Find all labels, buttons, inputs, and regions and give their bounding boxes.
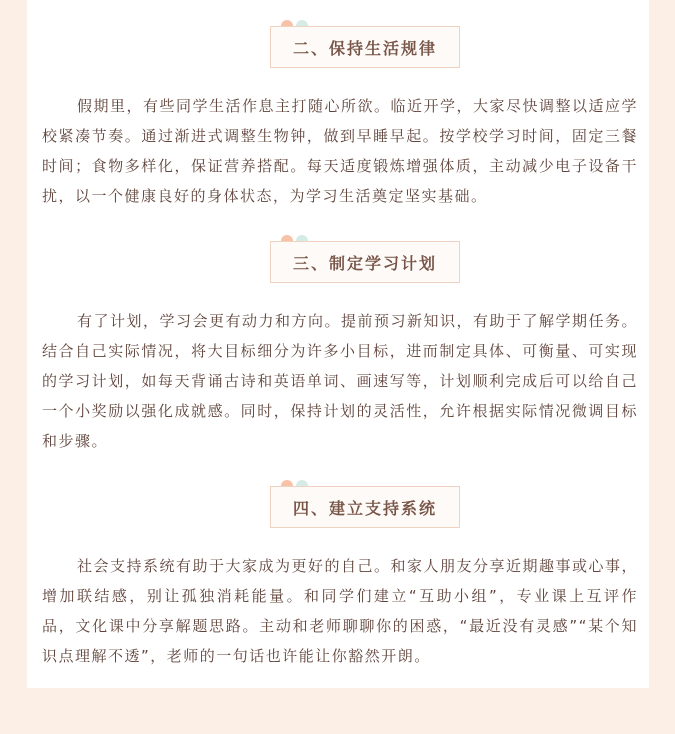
section-heading-plan	[270, 235, 460, 283]
section-paragraph-support: 社会支持系统有助于大家成为更好的自己。和家人朋友分享近期趣事或心事，增加联结感，别让孤独消耗能量。和同学们建立“互助小组”，专业课上互评作品，文化课中分享解题思路。主动和老师聊聊你的困惑，“最近没有灵感”“某个知识点理解不透”，老师的一句话也许能让你豁然开朗。	[42, 557, 639, 665]
section-heading-routine	[270, 20, 460, 68]
section-title: 三、制定学习计划	[292, 253, 437, 273]
section-paragraph-plan: 有了计划，学习会更有动力和方向。提前预习新知识，有助于了解学期任务。结合自己实际情况，将大目标细分为许多小目标，进而制定具体、可衡量、可实现的学习计划，如每天背诵古诗和英语单词、画速写等，计划顺利完成后可以给自己一个小奖励以强化成就感。同时，保持计划的灵活性，允许根据实际情况微调目标和步骤。	[42, 312, 639, 450]
heading-box	[270, 486, 460, 528]
section-title: 二、保持生活规律	[292, 38, 437, 58]
section-title: 四、建立支持系统	[292, 498, 437, 518]
section-paragraph-routine: 假期里，有些同学生活作息主打随心所欲。临近开学，大家尽快调整以适应学校紧凑节奏。通过渐进式调整生物钟，做到早睡早起。按学校学习时间，固定三餐时间；食物多样化，保证营养搭配。每天适度锻炼增强体质，主动减少电子设备干扰，以一个健康良好的身体状态，为学习生活奠定坚实基础。	[42, 97, 639, 205]
heading-box	[270, 26, 460, 68]
heading-box	[270, 241, 460, 283]
content-card	[27, 0, 649, 688]
section-heading-support	[270, 480, 460, 528]
